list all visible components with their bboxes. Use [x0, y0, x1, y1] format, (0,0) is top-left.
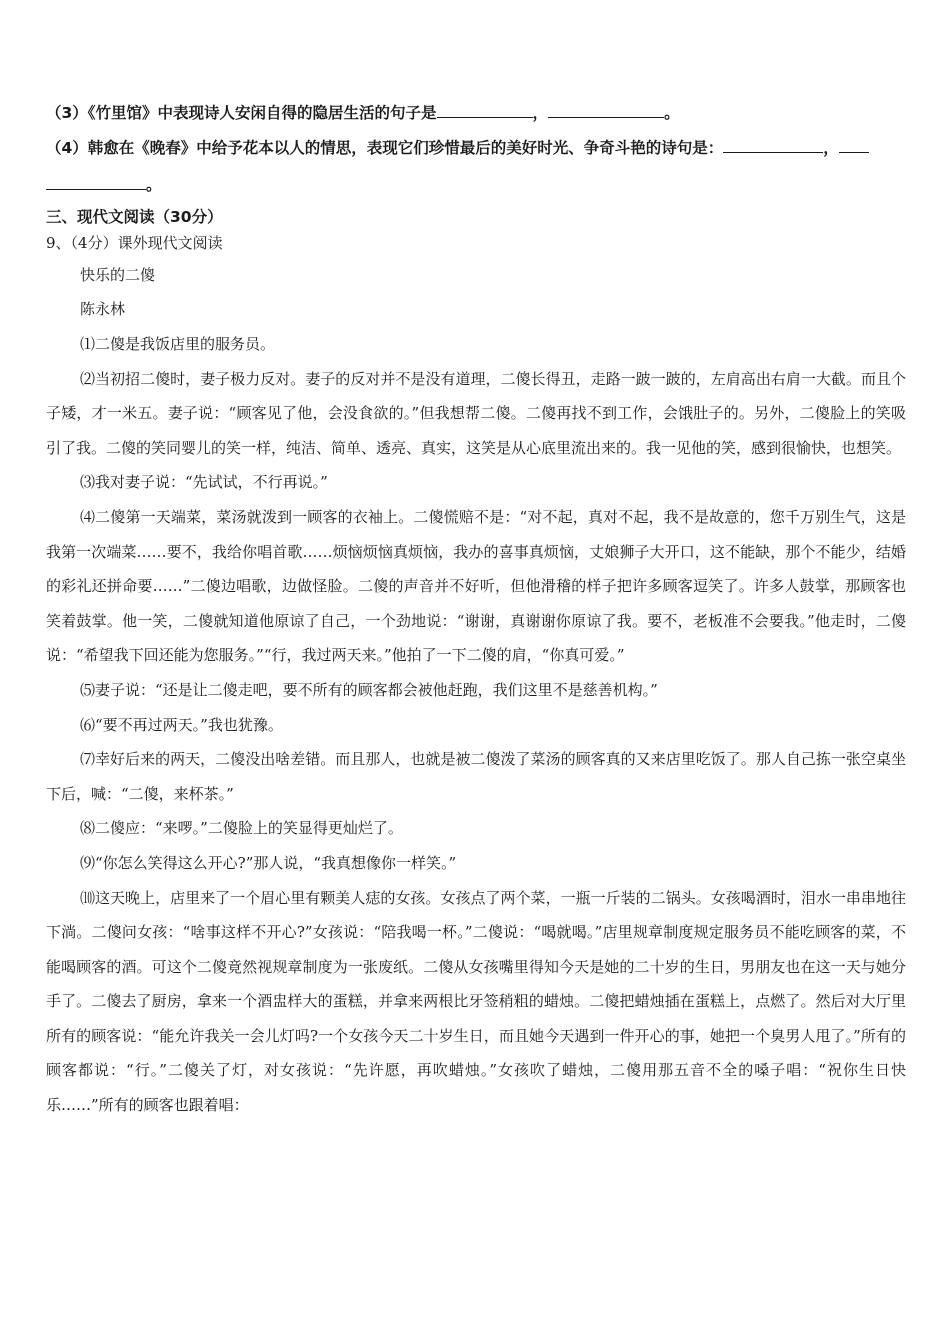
paragraph: ⑵当初招二傻时，妻子极力反对。妻子的反对并不是没有道理，二傻长得丑，走路一跛一跛的，左肩高出右肩一大截。而且个子矮，才一米五。妻子说：“顾客见了他，会没食欲的。”但我想帮二傻。二傻再找不到工作，会饿肚子的。另外，二傻脸上的笑吸引了我。二傻的笑同婴儿的笑一样，纯洁、简单、透亮、真实，这笑是从心底里流出来的。我一见他的笑，感到很愉快，也想笑。 — [46, 369, 906, 457]
paragraph: ⑹“要不再过两天。”我也犹豫。 — [80, 715, 283, 734]
question-4-continuation — [46, 168, 916, 202]
article-author: 陈永林 — [80, 300, 126, 318]
question-4 — [46, 131, 916, 165]
paragraph: ⑼“你怎么笑得这么开心?”那人说，“我真想像你一样笑。” — [80, 853, 457, 872]
item-heading: 9、（4分）课外现代文阅读 — [46, 234, 223, 252]
answer-blank[interactable] — [839, 134, 869, 153]
article-body — [46, 327, 906, 1123]
paragraph: ⑸妻子说：“还是让二傻走吧，要不所有的顾客都会被他赶跑，我们这里不是慈善机构。” — [80, 680, 658, 699]
paragraph: ⑺幸好后来的两天，二傻没出啥差错。而且那人，也就是被二傻泼了菜汤的顾客真的又来店里吃饭了。那人自己拣一张空桌坐下后，喊：“二傻，来杯茶。” — [46, 750, 906, 803]
question-4-end: 。 — [146, 176, 162, 194]
section-heading: 三、现代文阅读（30分） — [46, 208, 223, 226]
answer-blank[interactable] — [548, 99, 664, 118]
paragraph: ⑶我对妻子说：“先试试，不行再说。” — [80, 473, 328, 492]
question-3-text: （3）《竹里馆》中表现诗人安闲自得的隐居生活的句子是 — [46, 104, 437, 122]
paragraph: ⑽这天晚上，店里来了一个眉心里有颗美人痣的女孩。女孩点了两个菜，一瓶一斤装的二锅头。女孩喝酒时，泪水一串串地往下淌。二傻问女孩：“啥事这样不开心?”女孩说：“陪我喝一杯。”二傻说：“喝就喝。”店里规章制度规定服务员不能吃顾客的菜，不能喝顾客的酒。可这个二傻竟然视规章制度为一张废纸。二傻从女孩嘴里得知今天是她的二十岁的生日，男朋友也在这一天与她分手了。二傻去了厨房，拿来一个酒盅样大的蛋糕，并拿来两根比牙签稍粗的蜡烛。二傻把蜡烛插在蛋糕上，点燃了。然后对大厅里所有的顾客说：“能允许我关一会儿灯吗?一个女孩今天二十岁生日，而且她今天遇到一件开心的事，她把一个臭男人甩了。”所有的顾客都说：“行。”二傻关了灯，对女孩说：“先许愿，再吹蜡烛。”女孩吹了蜡烛，二傻用那五音不全的嗓子唱：“祝你生日快乐……”所有的顾客也跟着唱： — [46, 888, 906, 1115]
article-title: 快乐的二傻 — [80, 266, 156, 284]
answer-blank[interactable] — [437, 99, 533, 118]
answer-blank[interactable] — [723, 134, 823, 153]
answer-blank[interactable] — [46, 171, 146, 190]
question-4-separator: ， — [823, 139, 839, 157]
question-3-separator: ， — [532, 104, 549, 122]
paragraph: ⑴二傻是我饭店里的服务员。 — [80, 335, 276, 353]
question-3-end: 。 — [664, 104, 680, 122]
paragraph: ⑷二傻第一天端菜，菜汤就泼到一顾客的衣袖上。二傻慌赔不是：“对不起，真对不起，我不是故意的，您千万别生气，这是我第一次端菜……要不，我给你唱首歌……烦恼烦恼真烦恼，我办的喜事真烦恼，丈娘狮子大开口，这不能缺，那个不能少，结婚的彩礼还拼命要……”二傻边唱歌，边做怪脸。二傻的声音并不好听，但他滑稽的样子把许多顾客逗笑了。许多人鼓掌，那顾客也笑着鼓掌。他一笑，二傻就知道他原谅了自己，一个劲地说：“谢谢，真谢谢你原谅了我。要不，老板准不会要我。”他走时，二傻说：“希望我下回还能为您服务。”“行，我过两天来。”他拍了一下二傻的肩，“你真可爱。” — [46, 507, 906, 665]
paragraph: ⑻二傻应：“来啰。”二傻脸上的笑显得更灿烂了。 — [80, 819, 403, 838]
question-3 — [46, 96, 916, 130]
question-4-text: （4）韩愈在《晚春》中给予花本以人的情思，表现它们珍惜最后的美好时光、争奇斗艳的诗句是： — [46, 139, 724, 157]
